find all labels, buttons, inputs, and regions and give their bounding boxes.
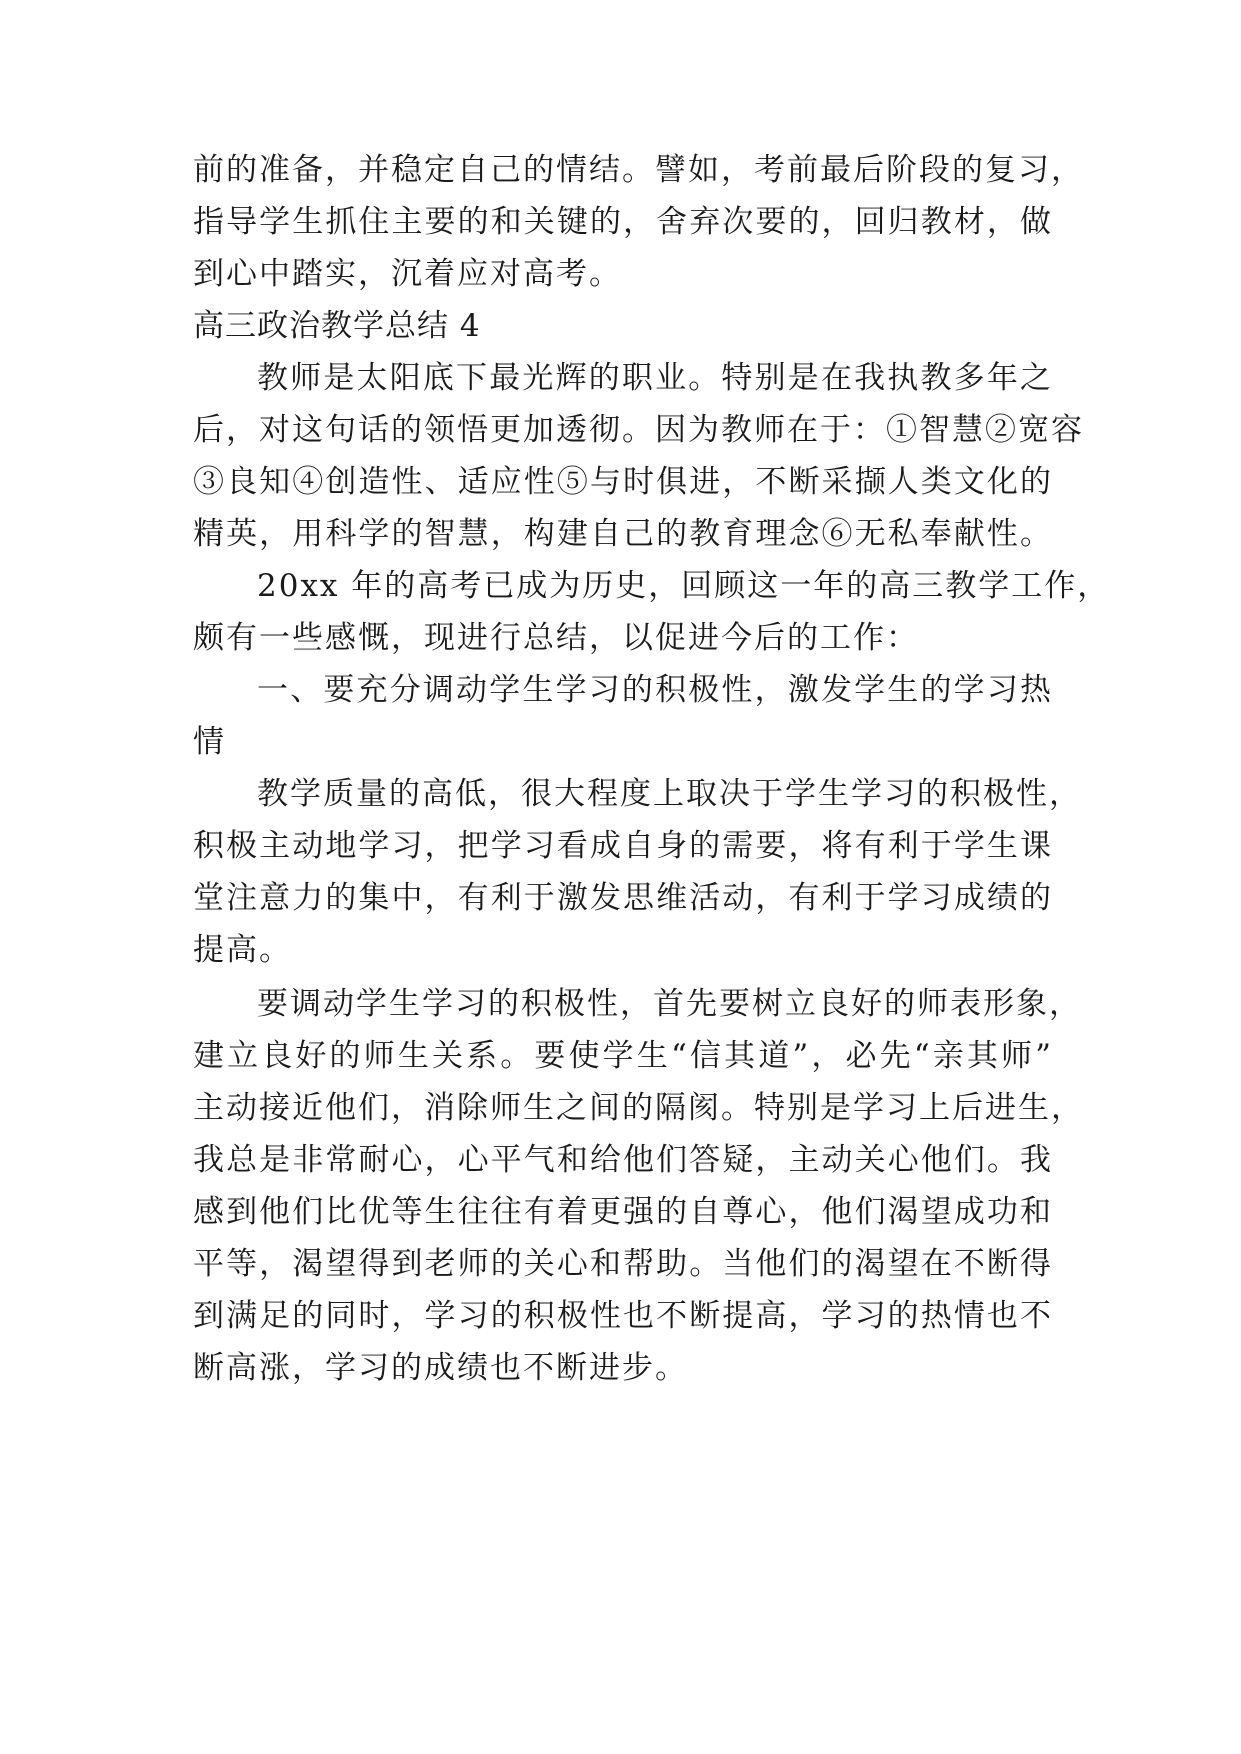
paragraph-line: ③良知④创造性、适应性⑤与时俱进，不断采撷人类文化的 (193, 464, 1053, 500)
paragraph-line: 我总是非常耐心，心平气和给他们答疑，主动关心他们。我 (193, 1142, 1053, 1178)
paragraph-line: 教师是太阳底下最光辉的职业。特别是在我执教多年之 (257, 360, 1053, 396)
paragraph-line: 颇有一些感慨，现进行总结，以促进今后的工作： (193, 620, 919, 656)
subheading-line: 一、要充分调动学生学习的积极性，激发学生的学习热 (257, 672, 1053, 708)
paragraph-line: 到满足的同时，学习的积极性也不断提高，学习的热情也不 (193, 1298, 1053, 1334)
paragraph-line: 主动接近他们，消除师生之间的隔阂。特别是学习上后进生， (193, 1090, 1084, 1126)
paragraph-line: 精英，用科学的智慧，构建自己的教育理念⑥无私奉献性。 (193, 516, 1053, 552)
paragraph-line: 教学质量的高低，很大程度上取决于学生学习的积极性， (257, 776, 1082, 812)
paragraph-line: 积极主动地学习，把学习看成自身的需要，将有利于学生课 (193, 828, 1053, 864)
text-line: 前的准备，并稳定自己的情结。譬如，考前最后阶段的复习， (193, 152, 1084, 188)
paragraph-line: 20xx 年的高考已成为历史，回顾这一年的高三教学工作， (257, 568, 1111, 604)
paragraph-line: 建立良好的师生关系。要使学生“信其道”，必先“亲其师” (193, 1038, 1053, 1074)
text-line: 指导学生抓住主要的和关键的，舍弃次要的，回归教材，做 (193, 204, 1053, 240)
subheading-line: 情 (193, 724, 226, 760)
text-line: 到心中踏实，沉着应对高考。 (193, 256, 622, 292)
paragraph-line: 后，对这句话的领悟更加透彻。因为教师在于：①智慧②宽容 (193, 412, 1084, 448)
paragraph-line: 提高。 (193, 932, 292, 968)
section-title: 高三政治教学总结 4 (193, 308, 481, 344)
paragraph-line: 堂注意力的集中，有利于激发思维活动，有利于学习成绩的 (193, 880, 1053, 916)
paragraph-line: 断高涨，学习的成绩也不断进步。 (193, 1350, 688, 1386)
paragraph-line: 平等，渴望得到老师的关心和帮助。当他们的渴望在不断得 (193, 1246, 1053, 1282)
paragraph-line: 感到他们比优等生往往有着更强的自尊心，他们渴望成功和 (193, 1194, 1053, 1230)
paragraph-line: 要调动学生学习的积极性，首先要树立良好的师表形象， (257, 986, 1082, 1022)
